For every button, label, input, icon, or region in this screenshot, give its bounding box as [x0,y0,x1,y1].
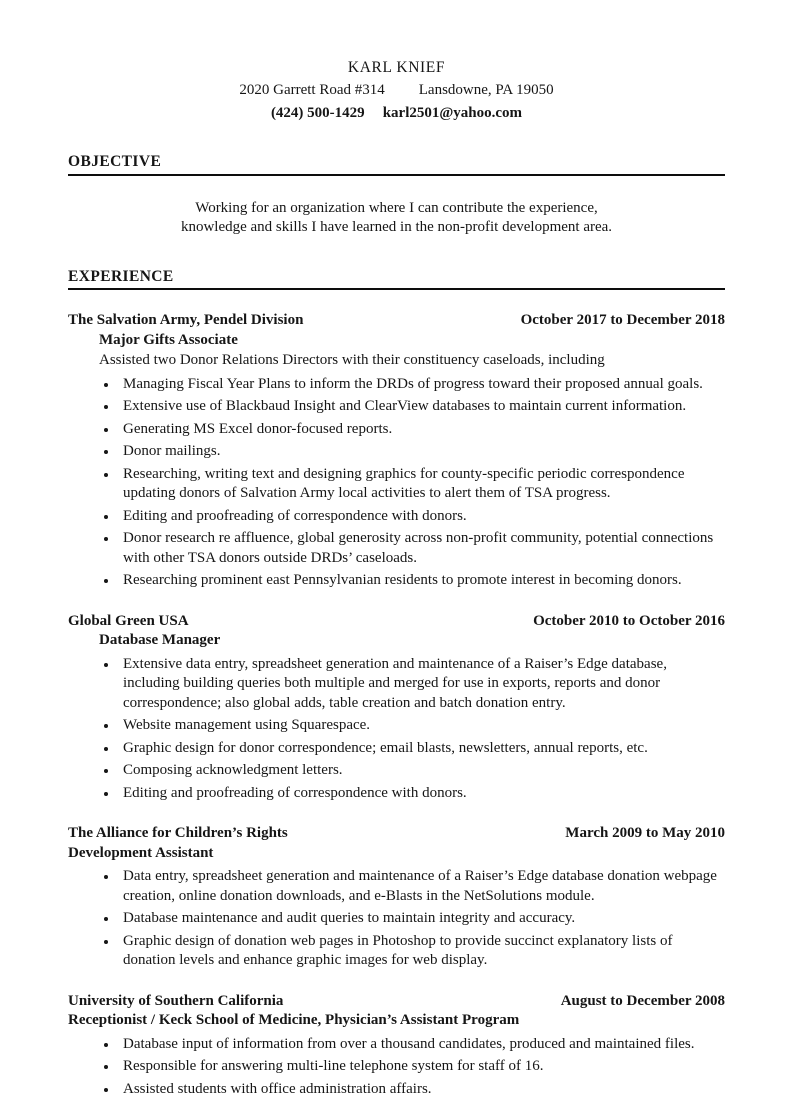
objective-heading-rule [68,152,725,176]
job-bullet-list [68,655,725,804]
objective-section [68,152,725,238]
company-name: University of Southern California [68,992,284,1009]
experience-heading-rule [68,267,725,291]
objective-line-1: Working for an organization where I can contribute the experience, [195,199,598,216]
phone-number: (424) 500-1429 [270,104,365,121]
job-header [68,992,725,1012]
job-entry-alliance [68,824,725,971]
bullet-item: • Responsible for answering multi-line telephone system for staff of 16. [118,1057,725,1077]
experience-heading: EXPERIENCE [68,267,174,285]
job-entry-usc [68,992,725,1099]
bullet-item: • Assisted students with office administration affairs. [118,1080,725,1099]
bullet-item: • Generating MS Excel donor-focused reports. [118,420,725,440]
company-name: Global Green USA [68,612,189,629]
objective-text [68,199,725,238]
experience-section [68,267,725,1099]
bullet-item: • Graphic design of donation web pages in Photoshop to provide succinct explanatory lists of donation levels and enhance graphic images for web display. [118,932,725,971]
street-address: 2020 Garrett Road #314 [239,82,385,99]
city-state-zip: Lansdowne, PA 19050 [418,82,554,99]
objective-line-2: knowledge and skills I have learned in the non-profit development area. [180,219,613,236]
address-line [68,81,725,101]
bullet-item: • Database input of information from over a thousand candidates, produced and maintained files. [118,1035,725,1055]
bullet-item: • Extensive data entry, spreadsheet generation and maintenance of a Raiser’s Edge database, including building queries both multiple and merged for use in exports, reports and donor correspondence; also global adds, table creation and batch donation entry. [118,655,725,714]
bullet-item: • Researching prominent east Pennsylvanian residents to promote interest in becoming donors. [118,571,725,591]
job-dates: March 2009 to May 2010 [565,825,725,842]
bullet-item: • Donor mailings. [118,442,725,462]
bullet-item: • Editing and proofreading of correspondence with donors. [118,507,725,527]
job-entry-global-green [68,612,725,804]
job-dates: October 2017 to December 2018 [520,312,725,329]
contact-line [68,104,725,124]
bullet-item: • Managing Fiscal Year Plans to inform the DRDs of progress toward their proposed annual goals. [118,375,725,395]
job-title: Major Gifts Associate [99,331,238,348]
job-bullet-list [68,1035,725,1099]
job-title: Development Assistant [68,844,214,861]
job-bullet-list [68,867,725,971]
bullet-item: • Data entry, spreadsheet generation and maintenance of a Raiser’s Edge database donation webpage creation, online donation downloads, and e-Blasts in the NetSolutions module. [118,867,725,906]
bullet-item: • Website management using Squarespace. [118,716,725,736]
job-intro: Assisted two Donor Relations Directors with their constituency caseloads, including [99,352,605,369]
job-header [68,311,725,331]
job-title: Receptionist / Keck School of Medicine, Physician’s Assistant Program [68,1012,520,1029]
job-bullet-list [68,375,725,591]
bullet-item: • Editing and proofreading of correspondence with donors. [118,784,725,804]
bullet-item: • Researching, writing text and designing graphics for county-specific periodic correspondence updating donors of Salvation Army local activities to alert them of TSA progress. [118,465,725,504]
resume-header [68,58,725,123]
bullet-item: • Database maintenance and audit queries to maintain integrity and accuracy. [118,909,725,929]
bullet-item: • Graphic design for donor correspondence; email blasts, newsletters, annual reports, etc. [118,739,725,759]
job-title: Database Manager [99,632,221,649]
bullet-item: • Donor research re affluence, global generosity across non-profit community, potential connections with other TSA donors outside DRDs’ caseloads. [118,529,725,568]
job-dates: October 2010 to October 2016 [533,612,725,629]
job-header [68,824,725,844]
company-name: The Salvation Army, Pendel Division [68,312,304,329]
objective-heading: OBJECTIVE [68,153,162,171]
bullet-item: • Extensive use of Blackbaud Insight and ClearView databases to maintain current information. [118,397,725,417]
person-name: KARL KNIEF [347,59,446,76]
job-dates: August to December 2008 [560,992,725,1009]
job-header [68,612,725,632]
company-name: The Alliance for Children’s Rights [68,825,288,842]
email-text: karl2501@yahoo.com [382,104,523,121]
bullet-item: • Composing acknowledgment letters. [118,761,725,781]
job-entry-salvation-army [68,311,725,591]
